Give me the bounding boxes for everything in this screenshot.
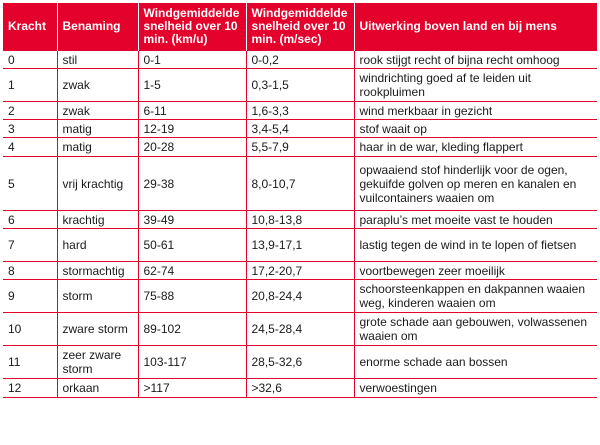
- cell-uitwerking: schoorsteenkappen en dakpannen waaien weg, kinderen waaien om: [354, 280, 597, 313]
- table-row: [3, 346, 597, 379]
- cell-uitwerking: stof waait op: [354, 120, 597, 138]
- cell-uitwerking: enorme schade aan bossen: [354, 346, 597, 379]
- cell-speed-kmh: 20-28: [138, 138, 246, 157]
- cell-speed-kmh: 62-74: [138, 262, 246, 280]
- cell-speed-ms: 13,9-17,1: [246, 229, 354, 262]
- cell-benaming: matig: [57, 120, 138, 138]
- cell-kracht: 1: [3, 69, 57, 102]
- cell-uitwerking: opwaaiend stof hinderlijk voor de ogen, gekuifde golven op meren en kanalen en vuilcontainers waaien om: [354, 157, 597, 211]
- cell-speed-kmh: >117: [138, 379, 246, 398]
- header-benaming: Benaming: [57, 3, 138, 51]
- cell-benaming: hard: [57, 229, 138, 262]
- header-speed-ms: Windgemiddelde snelheid over 10 min. (m/sec): [246, 3, 354, 51]
- header-row: [3, 3, 597, 51]
- cell-kracht: 2: [3, 102, 57, 120]
- cell-speed-kmh: 29-38: [138, 157, 246, 211]
- table-header: [3, 3, 597, 51]
- cell-benaming: zware storm: [57, 313, 138, 346]
- cell-kracht: 9: [3, 280, 57, 313]
- table-row: [3, 262, 597, 280]
- cell-uitwerking: wind merkbaar in gezicht: [354, 102, 597, 120]
- cell-uitwerking: haar in de war, kleding flappert: [354, 138, 597, 157]
- cell-benaming: zeer zware storm: [57, 346, 138, 379]
- cell-benaming: vrij krachtig: [57, 157, 138, 211]
- cell-speed-kmh: 103-117: [138, 346, 246, 379]
- header-kracht: Kracht: [3, 3, 57, 51]
- cell-uitwerking: verwoestingen: [354, 379, 597, 398]
- cell-speed-kmh: 1-5: [138, 69, 246, 102]
- cell-benaming: krachtig: [57, 211, 138, 229]
- cell-kracht: 7: [3, 229, 57, 262]
- table-row: [3, 120, 597, 138]
- cell-speed-kmh: 6-11: [138, 102, 246, 120]
- cell-benaming: stormachtig: [57, 262, 138, 280]
- cell-speed-kmh: 0-1: [138, 51, 246, 69]
- cell-speed-ms: 3,4-5,4: [246, 120, 354, 138]
- cell-speed-ms: >32,6: [246, 379, 354, 398]
- cell-speed-kmh: 50-61: [138, 229, 246, 262]
- table-body: [3, 51, 597, 398]
- cell-speed-kmh: 75-88: [138, 280, 246, 313]
- table-row: [3, 138, 597, 157]
- cell-uitwerking: lastig tegen de wind in te lopen of fietsen: [354, 229, 597, 262]
- cell-kracht: 8: [3, 262, 57, 280]
- cell-benaming: matig: [57, 138, 138, 157]
- table-row: [3, 102, 597, 120]
- table-row: [3, 229, 597, 262]
- cell-speed-ms: 20,8-24,4: [246, 280, 354, 313]
- cell-kracht: 4: [3, 138, 57, 157]
- cell-speed-ms: 0,3-1,5: [246, 69, 354, 102]
- cell-uitwerking: grote schade aan gebouwen, volwassenen waaien om: [354, 313, 597, 346]
- cell-uitwerking: windrichting goed af te leiden uit rookpluimen: [354, 69, 597, 102]
- cell-speed-ms: 17,2-20,7: [246, 262, 354, 280]
- table-row: [3, 313, 597, 346]
- cell-kracht: 10: [3, 313, 57, 346]
- cell-uitwerking: voortbewegen zeer moeilijk: [354, 262, 597, 280]
- header-speed-kmh: Windgemiddelde snelheid over 10 min. (km/u): [138, 3, 246, 51]
- table-row: [3, 69, 597, 102]
- cell-kracht: 11: [3, 346, 57, 379]
- table-row: [3, 51, 597, 69]
- cell-speed-ms: 5,5-7,9: [246, 138, 354, 157]
- table-row: [3, 211, 597, 229]
- cell-benaming: orkaan: [57, 379, 138, 398]
- cell-speed-ms: 28,5-32,6: [246, 346, 354, 379]
- cell-speed-kmh: 89-102: [138, 313, 246, 346]
- cell-speed-ms: 8,0-10,7: [246, 157, 354, 211]
- cell-uitwerking: rook stijgt recht of bijna recht omhoog: [354, 51, 597, 69]
- beaufort-table: [3, 3, 597, 398]
- table-row: [3, 379, 597, 398]
- cell-speed-ms: 24,5-28,4: [246, 313, 354, 346]
- cell-kracht: 5: [3, 157, 57, 211]
- cell-speed-ms: 1,6-3,3: [246, 102, 354, 120]
- cell-benaming: stil: [57, 51, 138, 69]
- cell-kracht: 3: [3, 120, 57, 138]
- cell-speed-ms: 0-0,2: [246, 51, 354, 69]
- cell-speed-ms: 10,8-13,8: [246, 211, 354, 229]
- cell-kracht: 0: [3, 51, 57, 69]
- cell-benaming: zwak: [57, 69, 138, 102]
- cell-uitwerking: paraplu’s met moeite vast te houden: [354, 211, 597, 229]
- cell-kracht: 6: [3, 211, 57, 229]
- cell-speed-kmh: 12-19: [138, 120, 246, 138]
- cell-kracht: 12: [3, 379, 57, 398]
- cell-benaming: zwak: [57, 102, 138, 120]
- cell-speed-kmh: 39-49: [138, 211, 246, 229]
- cell-benaming: storm: [57, 280, 138, 313]
- table-row: [3, 280, 597, 313]
- header-uitwerking: Uitwerking boven land en bij mens: [354, 3, 597, 51]
- table-row: [3, 157, 597, 211]
